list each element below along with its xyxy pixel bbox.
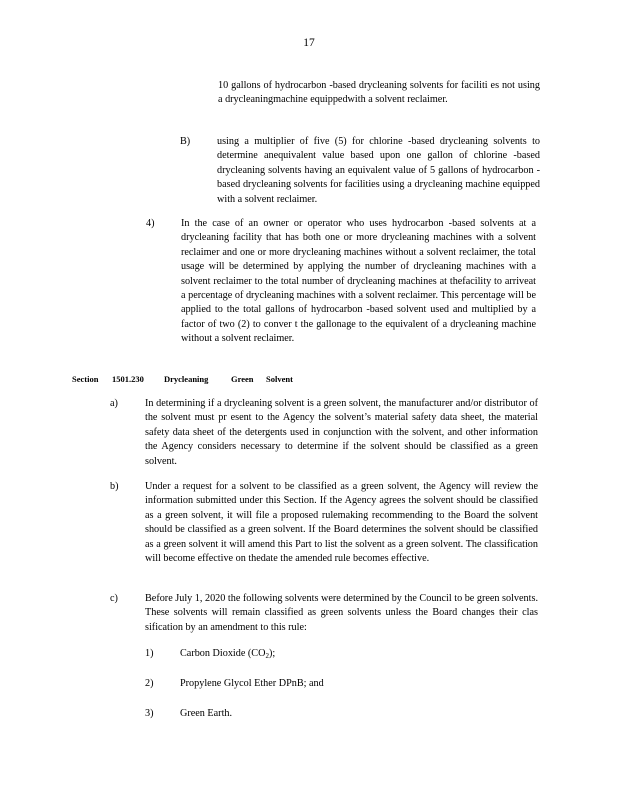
page-number: 17	[303, 37, 315, 49]
paragraph-c-label: c)	[110, 593, 118, 604]
section-word: Section	[72, 374, 99, 384]
list-item-label: 1)	[145, 648, 154, 659]
section-title-part-2: Green	[231, 374, 254, 384]
paragraph-a-text: In determining if a drycleaning solvent is a green solvent, the manufacturer and/or distributor of the solvent must pr esent to the Agency the solvent’s material safety data sheet, the material safety data sheet of the detergents used in conjunction with the solvent, and other information the Agency considers necessary to determine if the solvent should be classified as a green solvent.	[145, 398, 538, 467]
item-b-label: B)	[180, 136, 191, 147]
paragraph-b-label: b)	[110, 481, 119, 492]
list-item-label: 2)	[145, 678, 154, 689]
item-4-label: 4)	[146, 218, 155, 229]
continuation-paragraph: 10 gallons of hydrocarbon -based drycleaning solvents for faciliti es not using a drycleaningmachine equippedwith a solvent reclaimer.	[218, 80, 540, 106]
section-number: 1501.230	[112, 374, 144, 384]
item-b-text: using a multiplier of five (5) for chlorine -based drycleaning solvents to determine anequivalent value based upon one gallon of chlorine -based drycleaning solvents having an equivalent value of 5 gallons of hydrocarbon -based drycleaning solvents for facilities using a drycleaning machine equipped with a solvent reclaimer.	[217, 136, 540, 205]
paragraph-a-label: a)	[110, 398, 118, 409]
section-title-part-1: Drycleaning	[164, 374, 209, 384]
list-item-label: 3)	[145, 708, 154, 719]
list-item-text: Carbon Dioxide $(CO_2)$;	[180, 648, 276, 660]
paragraph-c-text: Before July 1, 2020 the following solvents were determined by the Council to be green solvents. These solvents will remain classified as green solvents unless the Board changes their clas sification by an amendment to this rule:	[145, 593, 538, 633]
section-title-part-3: Solvent	[266, 374, 293, 384]
subscript: 2	[265, 652, 269, 660]
paragraph-b-text: Under a request for a solvent to be classified as a green solvent, the Agency will review the information submitted under this Section. If the Agency agrees the solvent should be classified as a green solvent, it will file a proposed rulemaking recommending to the Board the solvent should be classified as a green solvent. If the Board determines the solvent should be classified as a green solvent it will amend this Part to list the solvent as a green solvent. The classification will become effective on thedate the amended rule becomes effective.	[145, 481, 538, 565]
list-item-text: Propylene Glycol Ether DPnB; and	[180, 678, 324, 689]
item-4-text: In the case of an owner or operator who uses hydrocarbon -based solvents at a drycleaning facility that has both one or more drycleaning machines with a solvent reclaimer and one or more drycleaning machines without a solvent reclaimer, the total usage will be determined by applying the number of drycleaning machines with a solvent reclaimer to the total number of drycleaning machines at thefacility to arriveat a percentage of drycleaning machines with a solvent reclaimer. This percentage will be applied to the total gallons of hydrocarbon -based solvent used and multiplied by a factor of two (2) to conver t the gallonage to the equivalent of a drycleaning machine without a solvent reclaimer.	[181, 218, 536, 345]
list-item-text: Green Earth.	[180, 708, 233, 719]
